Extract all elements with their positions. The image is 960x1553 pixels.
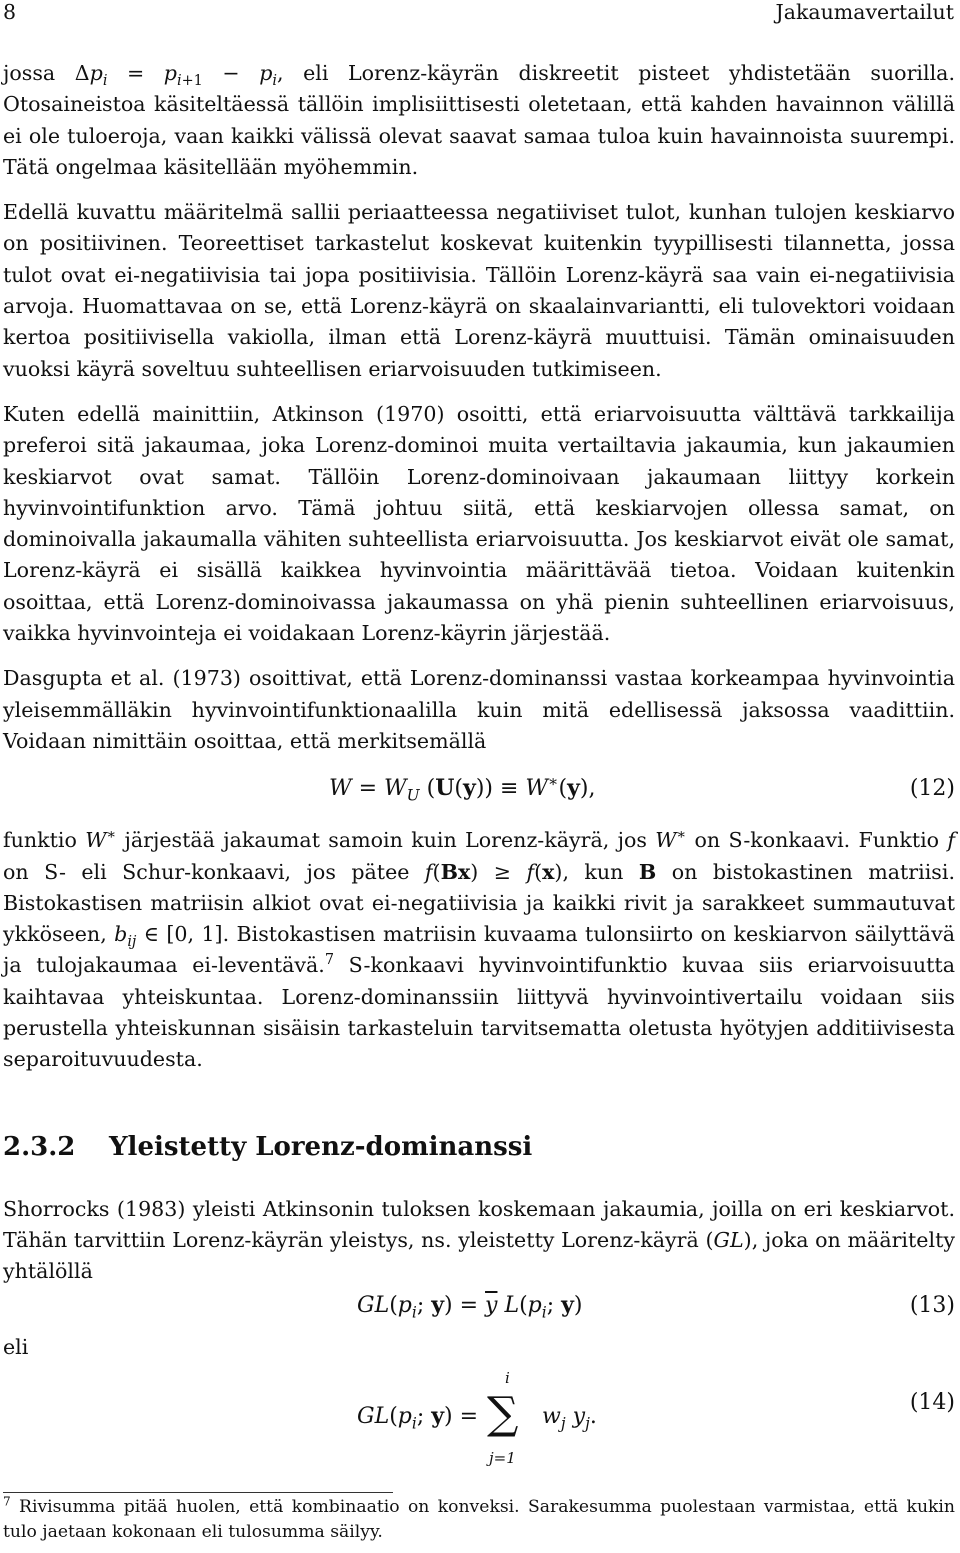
equation-14-body: $GL(p_i$; y) = ∑ i j=1 $w_j$ $y_j$. <box>357 1368 597 1467</box>
paragraph-4: Dasgupta et al. (1973) osoittivat, että Lorenz-dominanssi vastaa korkeampaa hyvinvointia yleisemmälläkin hyvinvointifunktionaalilla kuin mitä edellisessä jaksossa vaadittiin. Voidaan nimittäin osoittaa, että merkitsemällä <box>3 666 955 753</box>
equation-13-body: $GL(p_i$; $y) = \overline{y}$ $L(p_i$; y) <box>357 1291 583 1321</box>
equation-number: (12) <box>909 776 955 802</box>
footnote-reference[interactable]: 7 <box>324 952 335 969</box>
paragraph-3: Kuten edellä mainittiin, Atkinson (1970) osoitti, että eriarvoisuutta välttävä tarkkailija preferoi sitä jakaumaa, joka Lorenz-dominoi muita vertailtavia jakaumia, kun jakaumien keskiarvot ovat samat. Tällöin Lorenz-dominoivaan jakaumaan liittyy korkein hyvinvointifunktion arvo. Tämä johtuu siitä, että keskiarvojen ollessa samat, on dominoivalla jakaumalla vähiten suhteellista eriarvoisuutta. Jos keskiarvot eivät ole samat, Lorenz-käyrä ei sisällä kaikkea hyvinvointia määrittävää tietoa. Voidaan kuitenkin osoittaa, että Lorenz-dominoivassa jakaumassa on yhä pienin suhteellinen eriarvoisuus, vaikka hyvinvointeja ei voidakaan Lorenz-käyrin järjestää. <box>3 401 955 646</box>
equation-14 <box>3 1363 955 1467</box>
paragraph-2: Edellä kuvattu määritelmä sallii periaatteessa negatiiviset tulot, kunhan tulojen keskiarvo on positiivinen. Teoreettiset tarkastelut koskevat kuitenkin tyypillisesti tilannetta, jossa tulot ovat ei-negatiivisia tai jopa positiivisia. Tällöin Lorenz-käyrä saa vain ei-negatiivisia arvoja. Huomattavaa on se, että Lorenz-käyrä on skaalainvariantti, eli tulovektori voidaan kertoa positiivisella vakiolla, ilman että Lorenz-käyrä muuttuisi. Tämän ominaisuuden vuoksi käyrä soveltuu suhteellisen eriarvoisuuden tutkimiseen. <box>3 200 955 381</box>
eli-connector: eli <box>3 1334 29 1359</box>
inline-math-delta-p: $\Delta p_i = p_{i+1} - p_i$ <box>74 61 277 90</box>
equation-12 <box>3 759 955 819</box>
footnote <box>3 1495 955 1545</box>
running-title: Jakaumavertailut <box>775 0 954 24</box>
section-heading <box>3 1130 955 1164</box>
equation-13 <box>3 1288 955 1332</box>
page-header <box>3 0 954 32</box>
page-number: 8 <box>3 0 17 24</box>
section-number: 2.3.2 <box>3 1131 76 1162</box>
equation-number: (13) <box>909 1292 955 1318</box>
paragraph-1: jossa $\Delta p_i = p_{i+1} - p_i$, eli Lorenz-käyrän diskreetit pisteet yhdistetään suorilla. Otosaineistoa käsiteltäessä tällöin implisiittisesti oletetaan, että kahden havainnon välillä ei ole tuloeroja, vaan kaikki välissä olevat saavat samaa tuloa kuin havainnoista suurempi. Tätä ongelmaa käsitellään myöhemmin. <box>3 61 956 179</box>
paragraph-5: funktio W∗ järjestää jakaumat samoin kuin Lorenz-käyrä, jos W∗ on S-konkaavi. Funktio f on S- eli Schur-konkaavi, jos pätee f(Bx) ≥ f(x), kun B on bistokastinen matriisi. Bistokastisen matriisin alkiot ovat ei-negatiivisia ja kaikki rivit ja sarakkeet summautuvat ykköseen, $b_{ij}$ ∈ [0, 1]. Bistokastisen matriisin kuvaama tulonsiirto on keskiarvon säilyttävä ja tulojakaumaa ei-leventävä.$^7$ S-konkaavi hyvinvointifunktio kuvaa siis eriarvoisuutta kaihtavaa yhteiskuntaa. Lorenz-dominanssiin liittyvä hyvinvointivertailu voidaan siis perustella yhteiskunnan sisäisin tarkasteluin tarvitsematta oletusta hyötyjen additiivisesta separoituvuudesta. <box>3 827 956 1072</box>
equation-number: (14) <box>909 1389 955 1415</box>
summation-symbol: ∑ i j=1 <box>487 1368 519 1467</box>
footnote-mark: 7 <box>3 1494 11 1509</box>
section-title: Yleistetty Lorenz-dominanssi <box>109 1131 533 1162</box>
body-text <box>3 58 956 1467</box>
footnote-text: Rivisumma pitää huolen, että kombinaatio on konveksi. Sarakesumma puolestaan varmistaa, että kukin tulo jaetaan kokonaan eli tulosumma säilyy. <box>3 1497 956 1542</box>
equation-12-body: $W = W_U$ (U(y)) ≡ W∗(y), <box>329 772 596 805</box>
paragraph-6: Shorrocks (1983) yleisti Atkinsonin tuloksen koskemaan jakaumia, joilla on eri keskiarvot. Tähän tarvittiin Lorenz-käyrän yleistys, ns. yleistetty Lorenz-käyrä (GL), joka on määritelty yhtälöllä <box>3 1196 955 1284</box>
footnote-divider <box>3 1492 393 1493</box>
